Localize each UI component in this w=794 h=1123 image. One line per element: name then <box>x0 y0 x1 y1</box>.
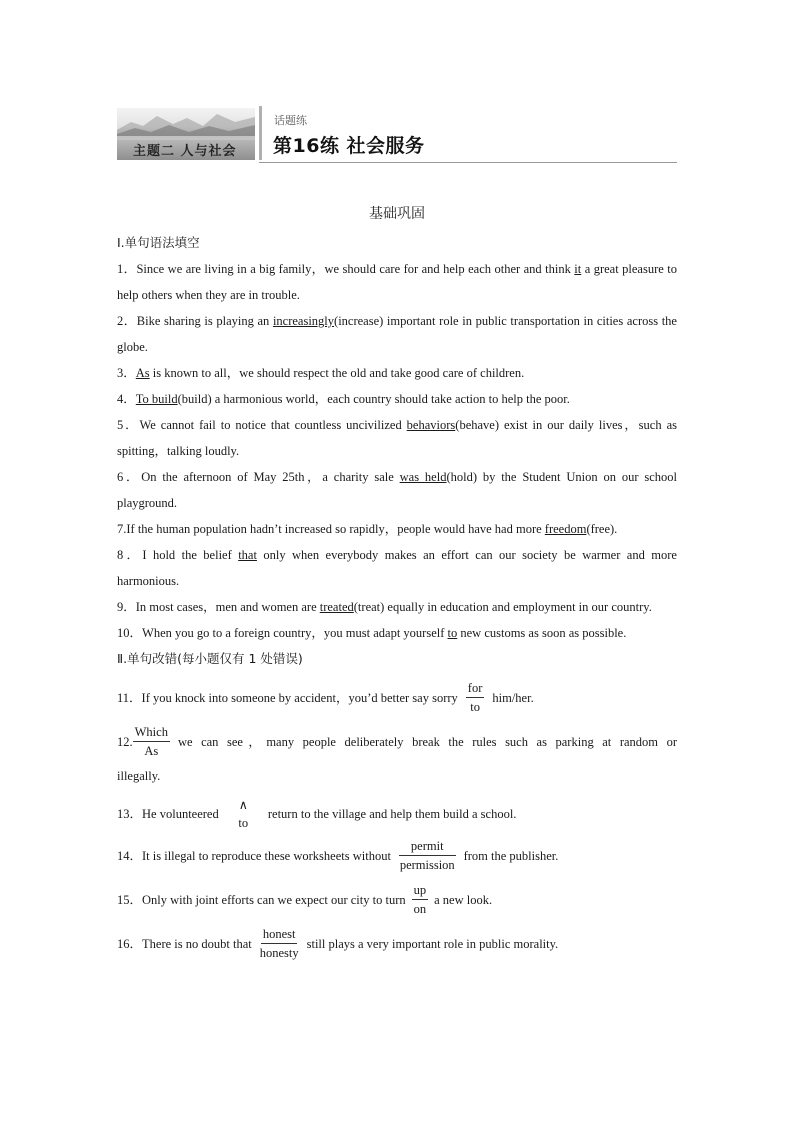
correction-11: $\frac{\text{for}}{to}$ <box>467 681 483 714</box>
answer-8: that <box>238 548 257 562</box>
question-10: 10．When you go to a foreign country，you must adapt yourself to new customs as soon as possible. <box>117 626 627 640</box>
question-15: 15． Only with joint efforts can we expect our city to turn $\frac{up}{on}$ a new look. <box>117 878 677 922</box>
header-divider <box>259 106 262 160</box>
page-header <box>117 106 677 164</box>
caret-insert-icon: ∧ <box>238 796 248 812</box>
correction-12: $\frac{\text{Which}}{As}$ <box>134 725 168 758</box>
correction-15: $\frac{up}{on}$ <box>413 883 427 916</box>
question-8: 8．I hold the belief that only when everybody makes an effort can our society be warmer and more harmonious. <box>117 548 677 588</box>
question-13: 13． He volunteered ∧ to return to the village and help them build a school. <box>117 794 677 834</box>
answer-6: was held <box>399 470 447 484</box>
header-tag: 话题练 <box>274 114 307 127</box>
answer-10: to <box>447 626 458 640</box>
question-14: 14． It is illegal to reproduce these worksheets without $\frac{\text{permit}}{\text{permission}}$ from the publisher. <box>117 834 677 878</box>
answer-2: increasingly <box>272 314 335 328</box>
question-5: 5．We cannot fail to notice that countless uncivilized behaviors(behave) exist in our daily lives，such as spitting，talking loudly. <box>117 418 677 458</box>
question-12: 12. $\frac{\text{Which}}{As}$ we can see，many people deliberately break the rules such as parking at random or <box>117 720 677 764</box>
part1-title: Ⅰ.单句语法填空 <box>117 235 200 250</box>
answer-4: To build <box>135 392 178 406</box>
question-12-continued: illegally. <box>117 769 161 783</box>
banner-text: 主题二 人与社会 <box>133 144 237 159</box>
question-4: 4．To build(build) a harmonious world，each country should take action to help the poor. <box>117 392 570 406</box>
question-7: 7.If the human population hadn’t increased so rapidly，people would have had more freedom(free). <box>117 522 618 536</box>
part2-title: Ⅱ.单句改错(每小题仅有 1 处错误) <box>117 651 303 666</box>
question-2: 2．Bike sharing is playing an increasingly(increase) important role in public transportation in cities across the globe. <box>117 314 677 354</box>
section-title: 基础巩固 <box>369 206 425 222</box>
question-9: 9．In most cases，men and women are treated(treat) equally in education and employment in our country. <box>117 600 652 614</box>
correction-14: $\frac{\text{permit}}{\text{permission}}$ <box>399 839 455 872</box>
question-16: 16． There is no doubt that $\frac{\text{honest}}{\text{honesty}}$ still plays a very important role in public morality. <box>117 922 677 966</box>
answer-5: behaviors <box>406 418 456 432</box>
answer-7: freedom <box>544 522 587 536</box>
landscape-banner <box>117 108 255 160</box>
correction-16: $\frac{\text{honest}}{\text{honesty}}$ <box>259 927 299 960</box>
question-1: 1．Since we are living in a big family，we should care for and help each other and think it a great pleasure to help others when they are in trouble. <box>117 262 677 302</box>
page-title: 第16练 社会服务 <box>273 135 425 157</box>
worksheet-content <box>117 200 677 966</box>
question-11: 11． If you knock into someone by accident，you’d better say sorry $\frac{\text{for}}{to}$ him/her. <box>117 676 677 720</box>
answer-9: treated <box>319 600 354 614</box>
answer-1: it <box>574 262 582 276</box>
question-3: 3．As is known to all，we should respect the old and take good care of children. <box>117 366 525 380</box>
header-rule <box>259 162 677 163</box>
correction-13: ∧ to <box>238 796 249 830</box>
answer-3: As <box>135 366 150 380</box>
question-6: 6．On the afternoon of May 25th，a charity sale was held(hold) by the Student Union on our school playground. <box>117 470 677 510</box>
